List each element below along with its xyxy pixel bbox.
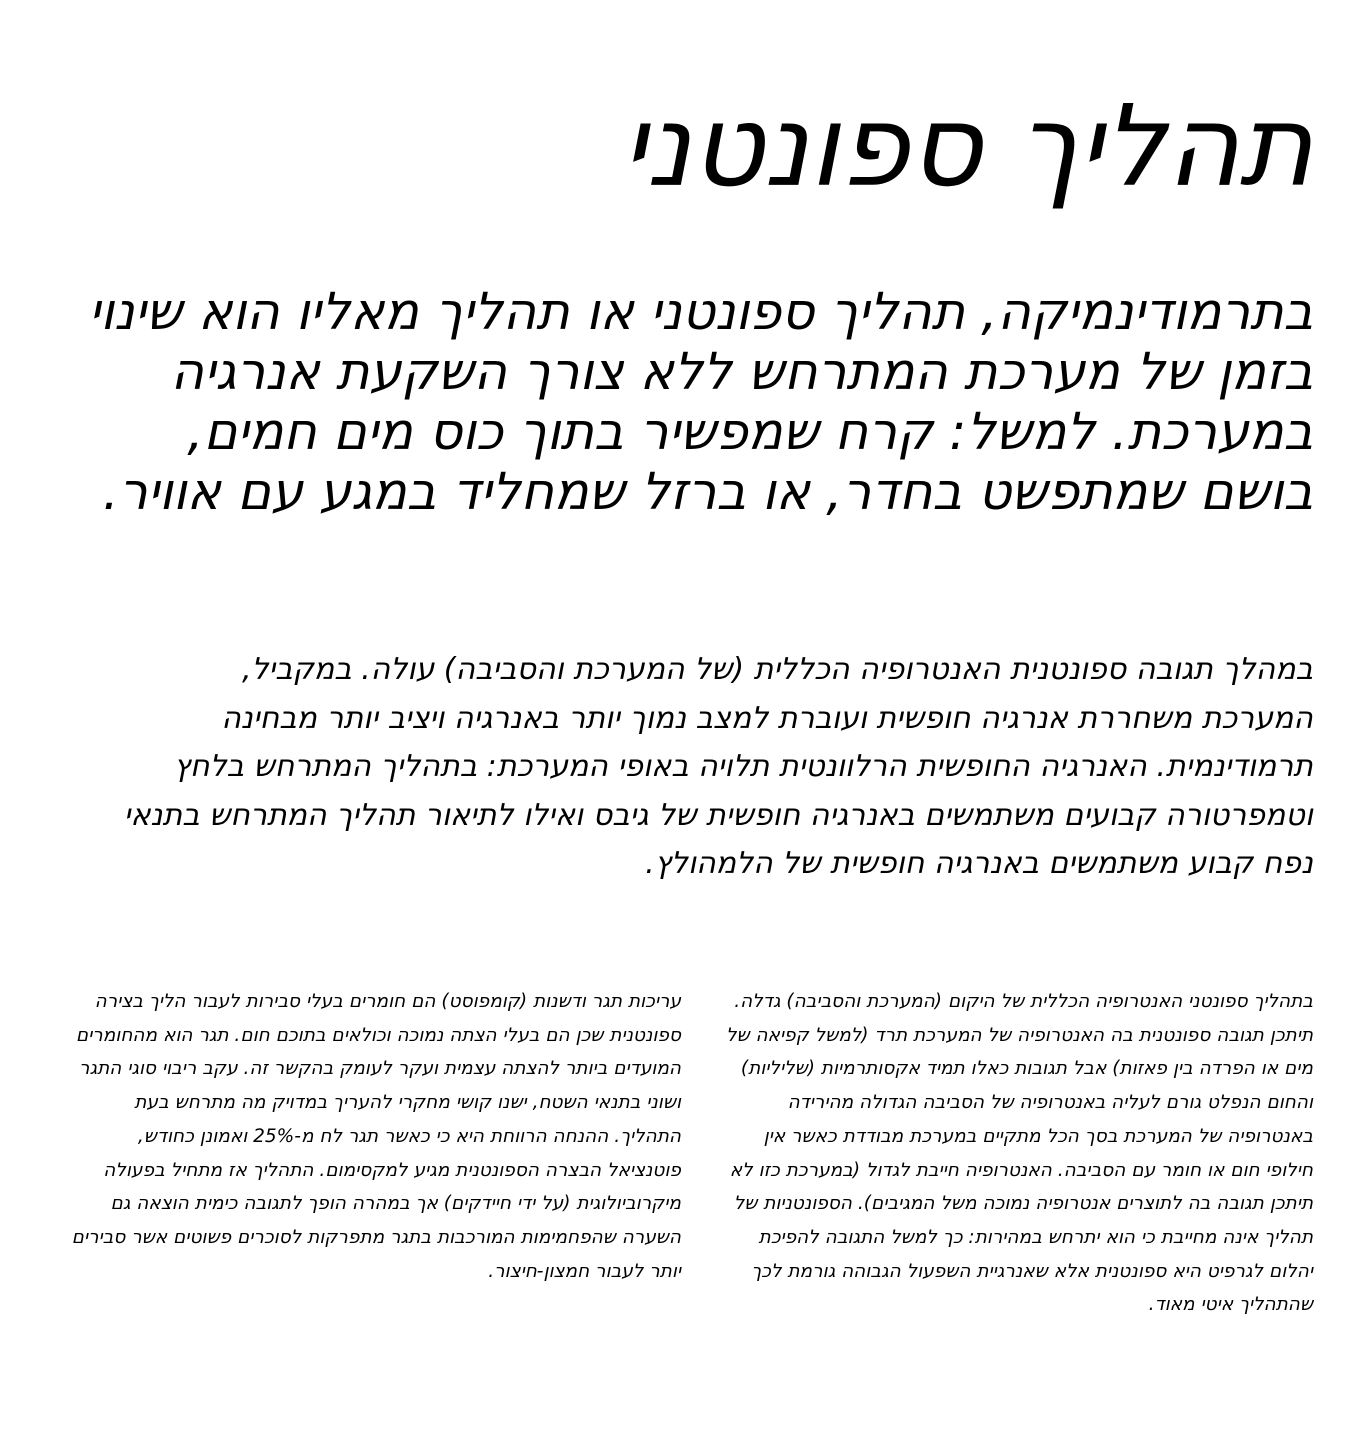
article-column-left: עריכות תגר ודשנות (קומפוסט) הם חומרים בעלי סבירות לעבור הליך בצירה ספונטנית שכן הם בעלי הצתה נמוכה וכולאים בתוכם חום. תגר הוא מהחומרים המועדים ביותר להצתה עצמית ועקר לעומק בהקשר זה. עקב ריבוי סוגי התגר ושוני בתנאי השטח, ישנו קושי מחקרי להעריך במדויק מה מתרחש בעת התהליך. ההנחה הרווחת היא כי כאשר תגר לח מ-25% ואמונן כחודש, פוטנציאל הבצרה הספונטנית מגיע למקסימום. התהליך אז מתחיל בפעולה מיקרוביולוגית (על ידי חיידקים) אך במהרה הופך לתגובה כימית הוצאה גם השערה שהפחמימות המורכבות בתגר מתפרקות לסוכרים פשוטים אשר סבירים יותר לעבור חמצון-חיצור.: [71, 991, 681, 1282]
article-title: תהליך ספונטני: [621, 82, 1313, 212]
article-intro-paragraph: במהלך תגובה ספונטנית האנטרופיה הכללית (של המערכת והסביבה) עולה. במקביל, המערכת משחררת אנרגיה חופשית ועוברת למצב נמוך יותר באנרגיה ויציב יותר מבחינה תרמודינמית. האנרגיה החופשית הרלוונטית תלויה באופי המערכת: בתהליך המתרחש בלחץ וטמפרטורה קבועים משתמשים באנרגיה חופשית של גיבס ואילו לתיאור תהליך המתרחש בתנאי נפח קבוע משתמשים באנרגיה חופשית של הלמהולץ.: [123, 652, 1313, 881]
article-lead-paragraph: בתרמודינמיקה, תהליך ספונטני או תהליך מאליו הוא שינוי בזמן של מערכת המתרחש ללא צורך השקעת אנרגיה במערכת. למשל: קרח שמפשיר בתוך כוס מים חמים, בושם שמתפשט בחדר, או ברזל שמחליד במגע עם אוויר.: [88, 283, 1313, 522]
article-column-right: בתהליך ספונטני האנטרופיה הכללית של היקום (המערכת והסביבה) גדלה. תיתכן תגובה ספונטנית בה האנטרופיה של המערכת תרד (למשל קפיאה של מים או הפרדה בין פאזות) אבל תגובות כאלו תמיד אקסותרמיות (שליליות) והחום הנפלט גורם לעליה באנטרופיה של הסביבה הגדולה מהירידה באנטרופיה של המערכת בסך הכל מתקיים במערכת מבודדת כאשר אין חילופי חום או חומר עם הסביבה. האנטרופיה חייבת לגדול (במערכת כזו לא תיתכן תגובה בה לתוצרים אנטרופיה נמוכה משל המגיבים). הספונטניות של תהליך אינה מחייבת כי הוא יתרחש במהירות: כך למשל התגובה להפיכת יהלום לגרפיט היא ספונטנית אלא שאנרגיית השפעול הגבוהה גורמת לכך שהתהליך איטי מאוד.: [725, 991, 1313, 1316]
